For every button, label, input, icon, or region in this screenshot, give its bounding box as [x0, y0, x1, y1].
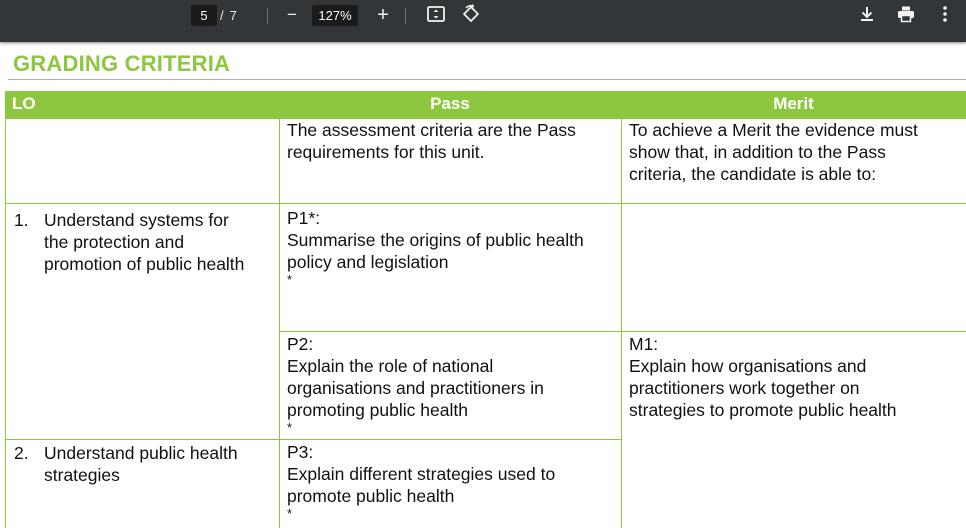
- toolbar-divider: [267, 8, 268, 24]
- lo-cell-2: [5, 440, 280, 528]
- criterion-text-line: Explain the role of national: [287, 356, 494, 376]
- lo-text-line: the protection and: [44, 232, 185, 252]
- fit-page-icon: [425, 3, 447, 25]
- intro-merit-line: show that, in addition to the Pass: [629, 142, 886, 162]
- criterion-text-line: strategies to promote public health: [629, 400, 897, 420]
- lo-text-line: Understand public health: [44, 443, 238, 463]
- intro-pass-line: The assessment criteria are the Pass: [287, 120, 576, 140]
- printer-icon: [895, 3, 917, 25]
- title-underline: [8, 79, 966, 80]
- intro-pass-line: requirements for this unit.: [287, 142, 485, 162]
- rotate-icon: [460, 3, 482, 25]
- intro-merit-line: To achieve a Merit the evidence must: [629, 120, 918, 140]
- download-icon: [856, 3, 878, 25]
- intro-lo-cell: [5, 119, 280, 204]
- intro-pass-cell: [279, 119, 622, 204]
- page-count: [220, 5, 244, 26]
- criterion-text-line: practitioners work together on: [629, 378, 860, 398]
- lo-text-line: promotion of public health: [44, 254, 245, 274]
- lo-text-line: strategies: [44, 465, 120, 485]
- page-separator: /: [220, 8, 224, 23]
- criterion-text-line: promoting public health: [287, 400, 468, 420]
- print-button[interactable]: [895, 3, 919, 27]
- criterion-asterisk: *: [287, 420, 293, 435]
- rotate-button[interactable]: [460, 3, 484, 27]
- pass-criterion-p1: [279, 204, 622, 332]
- criterion-text-line: organisations and practitioners in: [287, 378, 544, 398]
- criterion-text-line: Summarise the origins of public health: [287, 230, 584, 250]
- criterion-text-line: Explain how organisations and: [629, 356, 867, 376]
- merit-empty-cell: [621, 204, 966, 332]
- criterion-asterisk: *: [287, 506, 293, 521]
- learning-outcome-2: [14, 442, 273, 486]
- lo-number: 1.: [14, 210, 29, 230]
- current-page-input[interactable]: 5: [191, 5, 217, 26]
- header-lo: LO: [5, 91, 279, 119]
- intro-merit-line: criteria, the candidate is able to:: [629, 164, 877, 184]
- download-button[interactable]: [856, 3, 880, 27]
- header-merit: Merit: [621, 91, 966, 119]
- more-actions-button[interactable]: [934, 3, 958, 27]
- header-pass: Pass: [279, 91, 621, 119]
- total-pages: 7: [229, 8, 237, 23]
- criterion-code: P3:: [287, 442, 314, 462]
- lo-cell-1: [5, 204, 280, 440]
- zoom-level-input[interactable]: 127%: [312, 5, 358, 26]
- criterion-code: P1*:: [287, 208, 321, 228]
- pass-criterion-p3: [279, 440, 622, 528]
- fit-to-page-button[interactable]: [425, 3, 449, 27]
- lo-number: 2.: [14, 443, 29, 463]
- section-title: GRADING CRITERIA: [13, 51, 231, 76]
- intro-merit-cell: [621, 119, 966, 204]
- grading-criteria-table: [5, 91, 966, 528]
- criterion-asterisk: *: [287, 272, 293, 287]
- criterion-text-line: policy and legislation: [287, 252, 449, 272]
- zoom-in-button[interactable]: +: [377, 4, 389, 26]
- criterion-code: P2:: [287, 334, 314, 354]
- criterion-text-line: Explain different strategies used to: [287, 464, 556, 484]
- lo-text-line: Understand systems for: [44, 210, 229, 230]
- pass-criterion-p2: [279, 332, 622, 440]
- toolbar-divider: [405, 8, 406, 24]
- merit-criterion-m1: [621, 332, 966, 528]
- criterion-code: M1:: [629, 334, 659, 354]
- zoom-out-button[interactable]: −: [287, 5, 297, 24]
- pdf-toolbar: [0, 0, 966, 42]
- more-vertical-icon: [934, 3, 956, 25]
- learning-outcome-1: [14, 209, 273, 275]
- criterion-text-line: promote public health: [287, 486, 455, 506]
